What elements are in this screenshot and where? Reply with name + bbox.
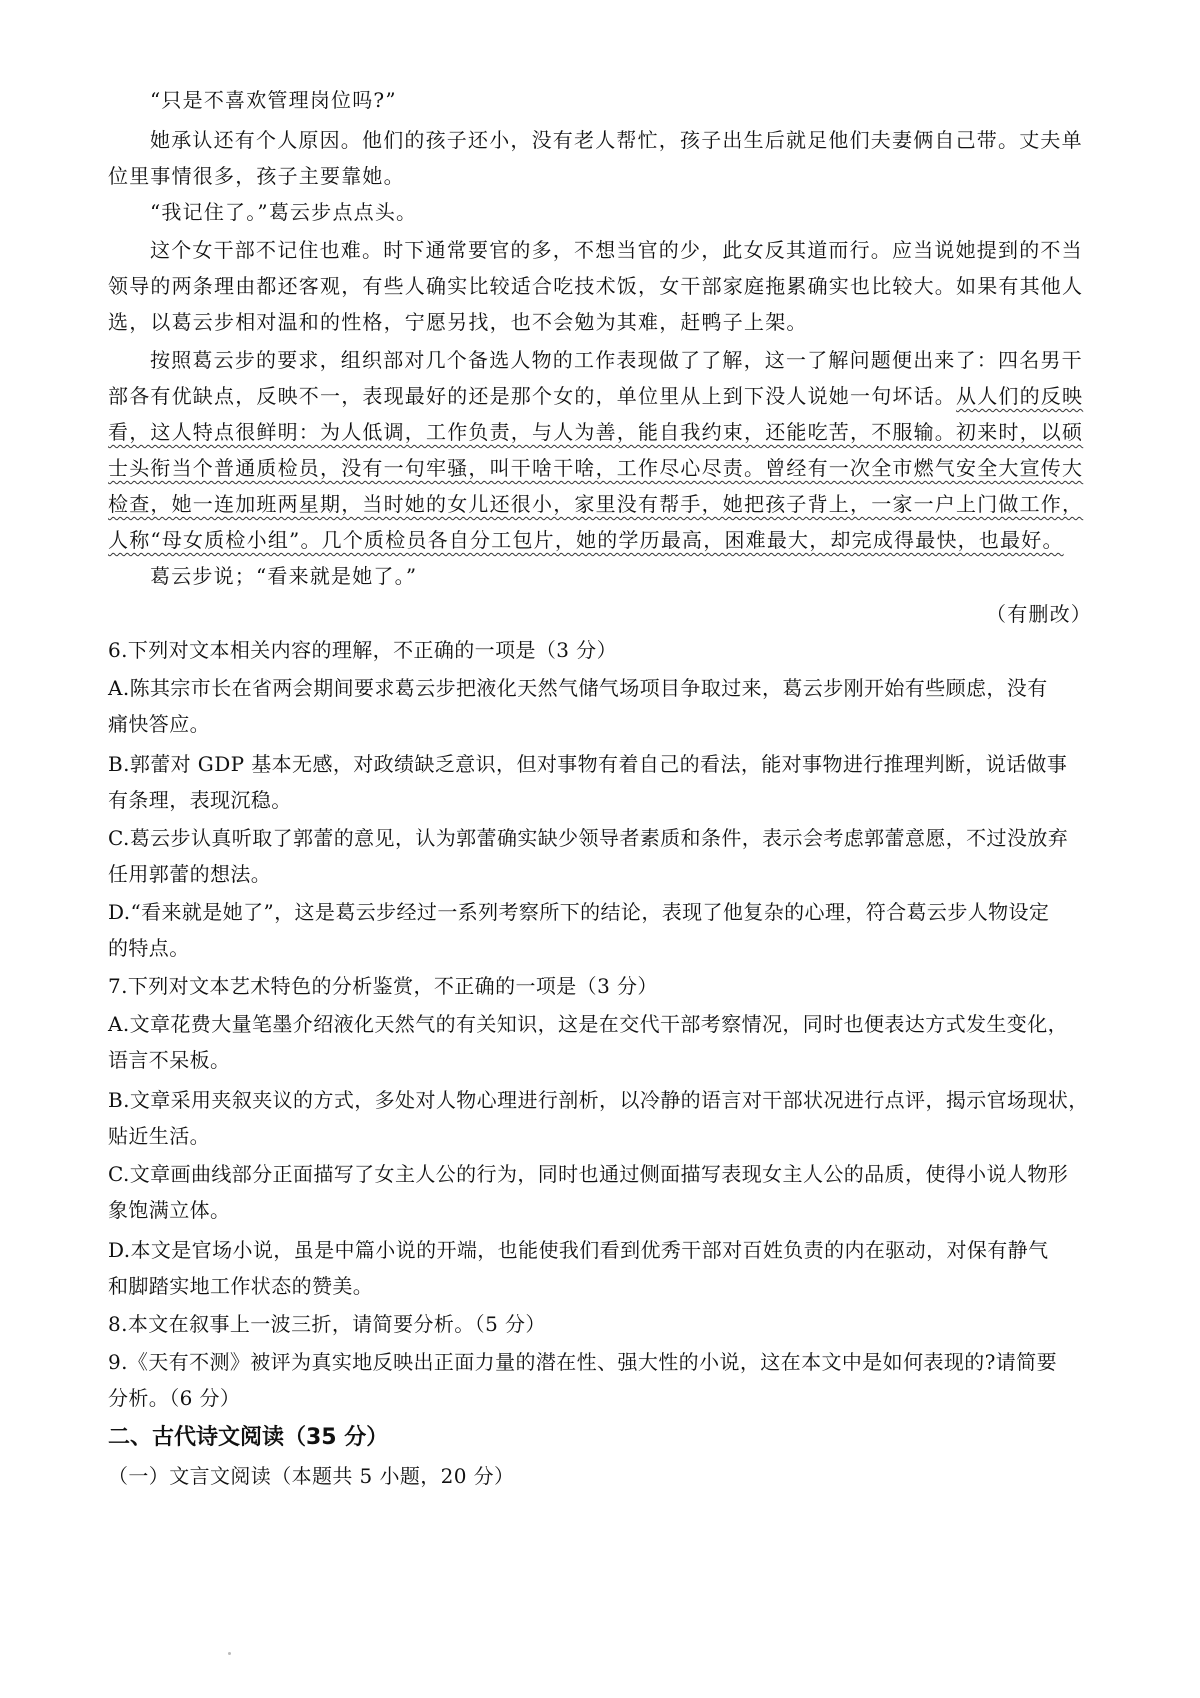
wavy-underlined-text: 从人们的反映	[956, 384, 1084, 408]
question-7-option-d-line-1: D.本文是官场小说，虽是中篇小说的开端，也能使我们看到优秀干部对百姓负责的内在驱动，对保有静气	[108, 1238, 1049, 1262]
story-paragraph-5-line-2	[108, 382, 1083, 410]
question-7-option-c-line-1: C.文章画曲线部分正面描写了女主人公的行为，同时也通过侧面描写表现女主人公的品质，使得小说人物形	[108, 1162, 1069, 1186]
story-paragraph-4-line-1: 这个女干部不记住也难。时下通常要官的多，不想当官的少，此女反其道而行。应当说她提到的不当	[150, 238, 1083, 262]
question-6-option-a-line-2: 痛快答应。	[108, 712, 210, 736]
scan-dot	[228, 1652, 231, 1655]
story-paragraph-4-line-3: 选，以葛云步相对温和的性格，宁愿另找，也不会勉为其难，赶鸭子上架。	[108, 310, 808, 334]
question-6-option-d-line-2: 的特点。	[108, 936, 190, 960]
question-6-option-c-line-1: C.葛云步认真听取了郭蕾的意见，认为郭蕾确实缺少领导者素质和条件，表示会考虑郭蕾意愿，不过没放弃	[108, 826, 1069, 850]
story-paragraph-3: “我记住了。”葛云步点点头。	[150, 200, 418, 224]
question-6-option-a-line-1: A.陈其宗市长在省两会期间要求葛云步把液化天然气储气场项目争取过来，葛云步刚开始有些顾虑，没有	[108, 676, 1048, 700]
question-6-option-c-line-2: 任用郭蕾的想法。	[108, 862, 272, 886]
question-9-line-1: 9.《天有不测》被评为真实地反映出正面力量的潜在性、强大性的小说，这在本文中是如何表现的?请简要	[108, 1350, 1058, 1374]
story-paragraph-1: “只是不喜欢管理岗位吗?”	[150, 88, 397, 112]
question-6-option-b-line-2: 有条理，表现沉稳。	[108, 788, 292, 812]
question-7-option-d-line-2: 和脚踏实地工作状态的赞美。	[108, 1274, 374, 1298]
wavy-underlined-line: 看，这人特点很鲜明：为人低调，工作负责，与人为善，能自我约束，还能吃苦，不服输。初来时，以硕	[108, 420, 1084, 444]
wavy-underlined-line: 士头衔当个普通质检员，没有一句牢骚，叫干啥干啥，工作尽心尽责。曾经有一次全市燃气安全大宣传大	[108, 456, 1084, 480]
question-9-line-2: 分析。（6 分）	[108, 1386, 241, 1410]
question-7-option-b-line-2: 贴近生活。	[108, 1124, 210, 1148]
question-7-option-b-line-1: B.文章采用夹叙夹议的方式，多处对人物心理进行剖析，以冷静的语言对干部状况进行点评，揭示官场现状，	[108, 1088, 1089, 1112]
story-paragraph-5-plain: 部各有优缺点，反映不一，表现最好的还是那个女的，单位里从上到下没人说她一句坏话。	[108, 384, 956, 408]
question-8: 8.本文在叙事上一波三折，请简要分析。（5 分）	[108, 1312, 546, 1336]
wavy-underlined-line: 人称“母女质检小组”。几个质检员各自分工包片，她的学历最高，困难最大，却完成得最快，也最好。	[108, 528, 1064, 552]
question-7-option-c-line-2: 象饱满立体。	[108, 1198, 231, 1222]
section-title: 二、古代诗文阅读（35 分）	[108, 1425, 389, 1450]
wavy-underlined-line: 检查，她一连加班两星期，当时她的女儿还很小，家里没有帮手，她把孩子背上，一家一户上门做工作，	[108, 492, 1084, 516]
question-7-option-a-line-1: A.文章花费大量笔墨介绍液化天然气的有关知识，这是在交代干部考察情况，同时也便表达方式发生变化，	[108, 1012, 1068, 1036]
story-paragraph-2-line-2: 位里事情很多，孩子主要靠她。	[108, 164, 405, 188]
question-6-option-d-line-1: D.“看来就是她了”，这是葛云步经过一系列考察所下的结论，表现了他复杂的心理，符合葛云步人物设定	[108, 900, 1050, 924]
story-paragraph-6: 葛云步说；“看来就是她了。”	[150, 564, 418, 588]
story-paragraph-5-line-1: 按照葛云步的要求，组织部对几个备选人物的工作表现做了了解，这一了解问题便出来了：四名男干	[150, 348, 1083, 372]
question-6-option-b-line-1: B.郭蕾对 GDP 基本无感，对政绩缺乏意识，但对事物有着自己的看法，能对事物进行推理判断，说话做事	[108, 752, 1068, 776]
question-7-stem: 7.下列对文本艺术特色的分析鉴赏，不正确的一项是（3 分）	[108, 974, 658, 998]
story-paragraph-4-line-2: 领导的两条理由都还客观，有些人确实比较适合吃技术饭，女干部家庭拖累确实也比较大。如果有其他人	[108, 274, 1084, 298]
section-subtitle: （一）文言文阅读（本题共 5 小题，20 分）	[108, 1464, 515, 1488]
story-paragraph-2-line-1: 她承认还有个人原因。他们的孩子还小，没有老人帮忙，孩子出生后就足他们夫妻俩自己带。丈夫单	[150, 128, 1083, 152]
question-6-stem: 6.下列对文本相关内容的理解，不正确的一项是（3 分）	[108, 638, 617, 662]
edit-note: （有删改）	[986, 602, 1092, 626]
question-7-option-a-line-2: 语言不呆板。	[108, 1048, 231, 1072]
